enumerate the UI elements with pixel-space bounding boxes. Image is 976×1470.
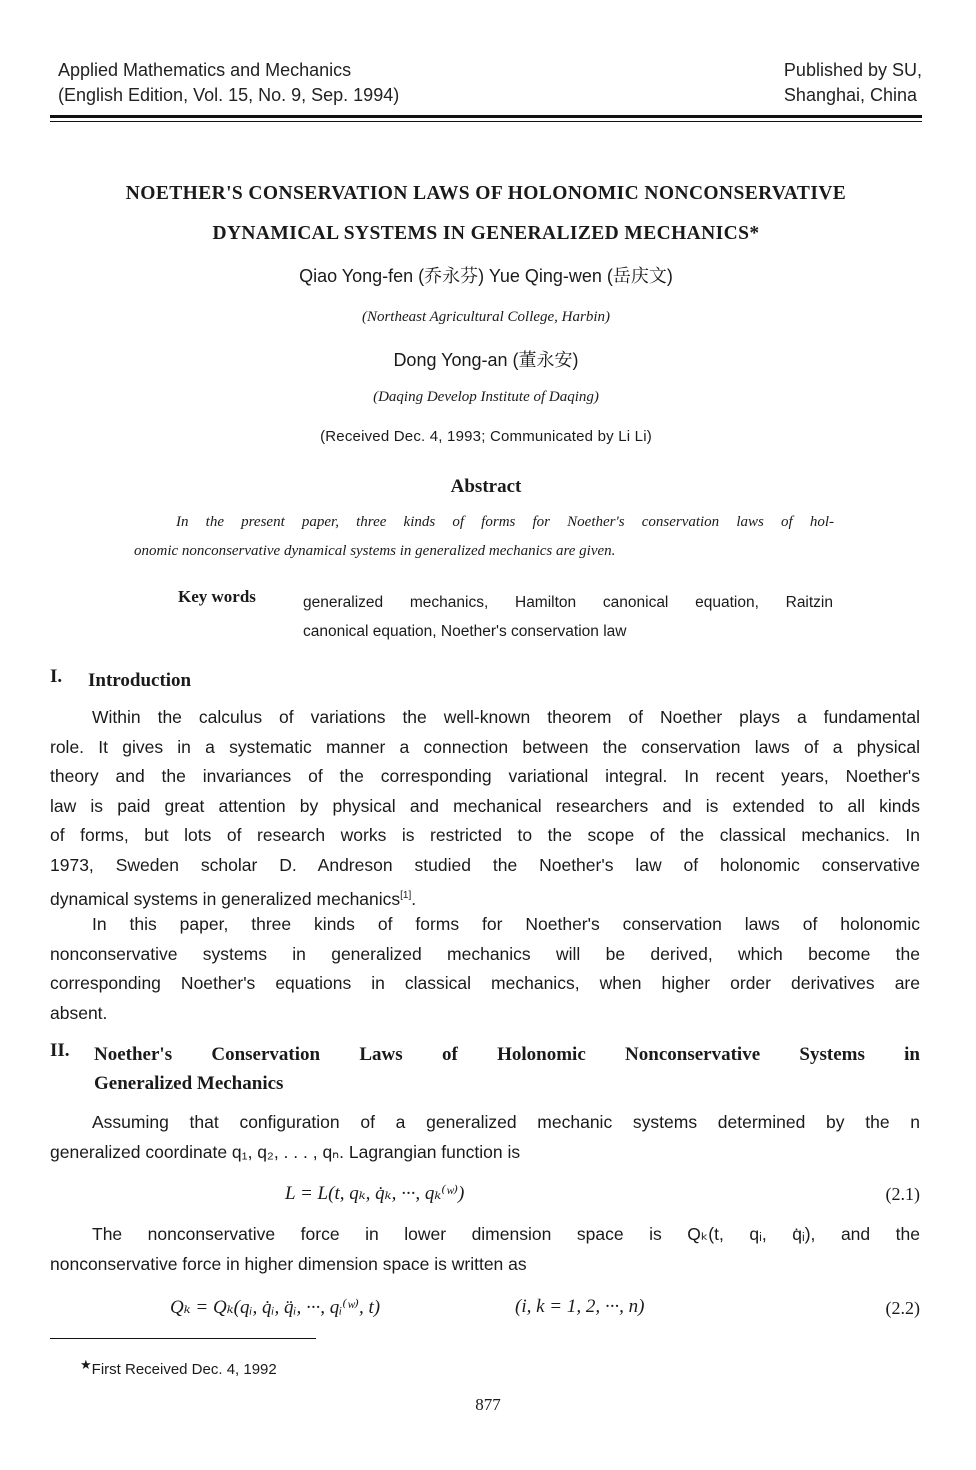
intro-p1-line-7: dynamical systems in generalized mechanics bbox=[50, 888, 401, 909]
intro-p2-line-1: In this paper, three kinds of forms for Noether's conservation laws of holonomic bbox=[92, 914, 920, 934]
sec2-p1-line-1: Assuming that configuration of a generalized mechanic systems determined by the n bbox=[92, 1112, 920, 1132]
intro-paragraph-2 bbox=[50, 910, 920, 1028]
section-1-title: Introduction bbox=[88, 670, 192, 691]
authors-line-2: Dong Yong-an (董永安) bbox=[393, 350, 579, 370]
keywords-line-1: generalized mechanics, Hamilton canonical equation, Raitzin bbox=[303, 594, 833, 611]
title-line-1: NOETHER'S CONSERVATION LAWS OF HOLONOMIC NONCONSERVATIVE bbox=[125, 183, 847, 204]
publisher-info bbox=[784, 58, 922, 108]
journal-edition: (English Edition, Vol. 15, No. 9, Sep. 1994) bbox=[58, 85, 400, 105]
intro-p1-line-6: 1973, Sweden scholar D. Andreson studied the Noether's law of holonomic conservative bbox=[50, 854, 920, 875]
header-rule-thick bbox=[50, 115, 922, 118]
abstract-heading: Abstract bbox=[450, 476, 522, 497]
abstract-text bbox=[134, 508, 834, 566]
intro-paragraph-1: Within the calculus of variations the well-known theorem of Noether plays a fundamental role. It gives in a systematic manner a connection between the conservation laws of a physical theory and the invariances of the corresponding variational integral. In recent years, Noether's law is paid great attention by physical and mechanical researchers and is extended to all kinds of forms, but lots of research works is restricted to the scope of the classical mechanics. In 1973, Sweden scholar D. Andreson studied the Noether's law of holonomic conservative dynamical systems in generalized mechanics[1]. bbox=[50, 707, 920, 909]
authors-line-1: Qiao Yong-fen (乔永芬) Yue Qing-wen (岳庆文) bbox=[299, 266, 673, 286]
citation-ref-1: [1] bbox=[400, 889, 412, 901]
received-date: (Received Dec. 4, 1993; Communicated by Li Li) bbox=[320, 428, 652, 445]
title-line-2: DYNAMICAL SYSTEMS IN GENERALIZED MECHANICS* bbox=[212, 223, 760, 244]
journal-name: Applied Mathematics and Mechanics bbox=[58, 60, 352, 80]
intro-p1-line-4: law is paid great attention by physical and mechanical researchers and is extended to all kinds bbox=[50, 795, 920, 816]
footnote-text: First Received Dec. 4, 1992 bbox=[91, 1361, 277, 1378]
intro-p2-line-2: nonconservative systems in generalized mechanics will be derived, which become the bbox=[50, 943, 920, 964]
footnote-rule bbox=[50, 1338, 316, 1339]
header-rule-thin bbox=[50, 121, 922, 122]
affiliation-1: (Northeast Agricultural College, Harbin) bbox=[361, 309, 611, 325]
paper-title bbox=[40, 174, 932, 254]
equation-number-2-2: (2.2) bbox=[885, 1298, 920, 1318]
keywords-line-2: canonical equation, Noether's conservation law bbox=[303, 623, 627, 640]
sec2-p1-line-2: generalized coordinate q₁, q₂, . . . , qₙ. Lagrangian function is bbox=[50, 1141, 521, 1162]
page-number: 877 bbox=[475, 1395, 501, 1414]
equation-number-2-1: (2.1) bbox=[885, 1184, 920, 1204]
publisher-location: Shanghai, China bbox=[783, 85, 918, 105]
intro-p1-line-3: theory and the invariances of the corresponding variational integral. In recent years, Noether's bbox=[50, 766, 920, 787]
section-2-paragraph-1 bbox=[50, 1108, 920, 1167]
intro-p1-line-5: of forms, but lots of research works is restricted to the scope of the classical mechanics. In bbox=[50, 825, 920, 846]
keywords-label: Key words bbox=[178, 587, 256, 606]
abstract-line-1: In the present paper, three kinds of forms for Noether's conservation laws of hol- bbox=[176, 514, 834, 530]
publisher-name: Published by SU, bbox=[783, 60, 922, 80]
section-2-title-line-2: Generalized Mechanics bbox=[94, 1073, 284, 1094]
section-2-title-line-1: Noether's Conservation Laws of Holonomic Nonconservative Systems in bbox=[94, 1044, 920, 1065]
intro-p2-line-3: corresponding Noether's equations in classical mechanics, when higher order derivatives are bbox=[50, 973, 920, 994]
footnote bbox=[80, 1357, 277, 1378]
section-2-paragraph-2 bbox=[50, 1220, 920, 1279]
sec2-p2-line-2: nonconservative force in higher dimension space is written as bbox=[50, 1253, 527, 1274]
equation-2-1: L = L(t, qₖ, q̇ₖ, ···, qₖ⁽ʷ⁾) bbox=[285, 1183, 465, 1204]
intro-p2-line-4: absent. bbox=[50, 1002, 108, 1023]
section-2-number: II. bbox=[50, 1040, 70, 1061]
keywords-text bbox=[303, 588, 833, 646]
sec2-p2-line-1: The nonconservative force in lower dimension space is Qₖ(t, qᵢ, q̇ᵢ), and the bbox=[92, 1224, 920, 1244]
footnote-star-icon: ★ bbox=[80, 1357, 92, 1372]
section-1-number: I. bbox=[50, 666, 63, 687]
equation-2-2: Qₖ = Qₖ(qᵢ, q̇ᵢ, q̈ᵢ, ···, qᵢ⁽ʷ⁾, t) bbox=[170, 1297, 381, 1318]
abstract-line-2: onomic nonconservative dynamical systems in generalized mechanics are given. bbox=[134, 543, 616, 559]
journal-citation bbox=[58, 58, 399, 108]
affiliation-2: (Daqing Develop Institute of Daqing) bbox=[373, 389, 599, 405]
equation-2-2-index-range: (i, k = 1, 2, ···, n) bbox=[515, 1296, 645, 1317]
intro-p1-line-2: role. It gives in a systematic manner a connection between the conservation laws of a physical bbox=[50, 736, 920, 757]
intro-p1-line-1: Within the calculus of variations the well-known theorem of Noether plays a fundamental bbox=[92, 707, 920, 727]
